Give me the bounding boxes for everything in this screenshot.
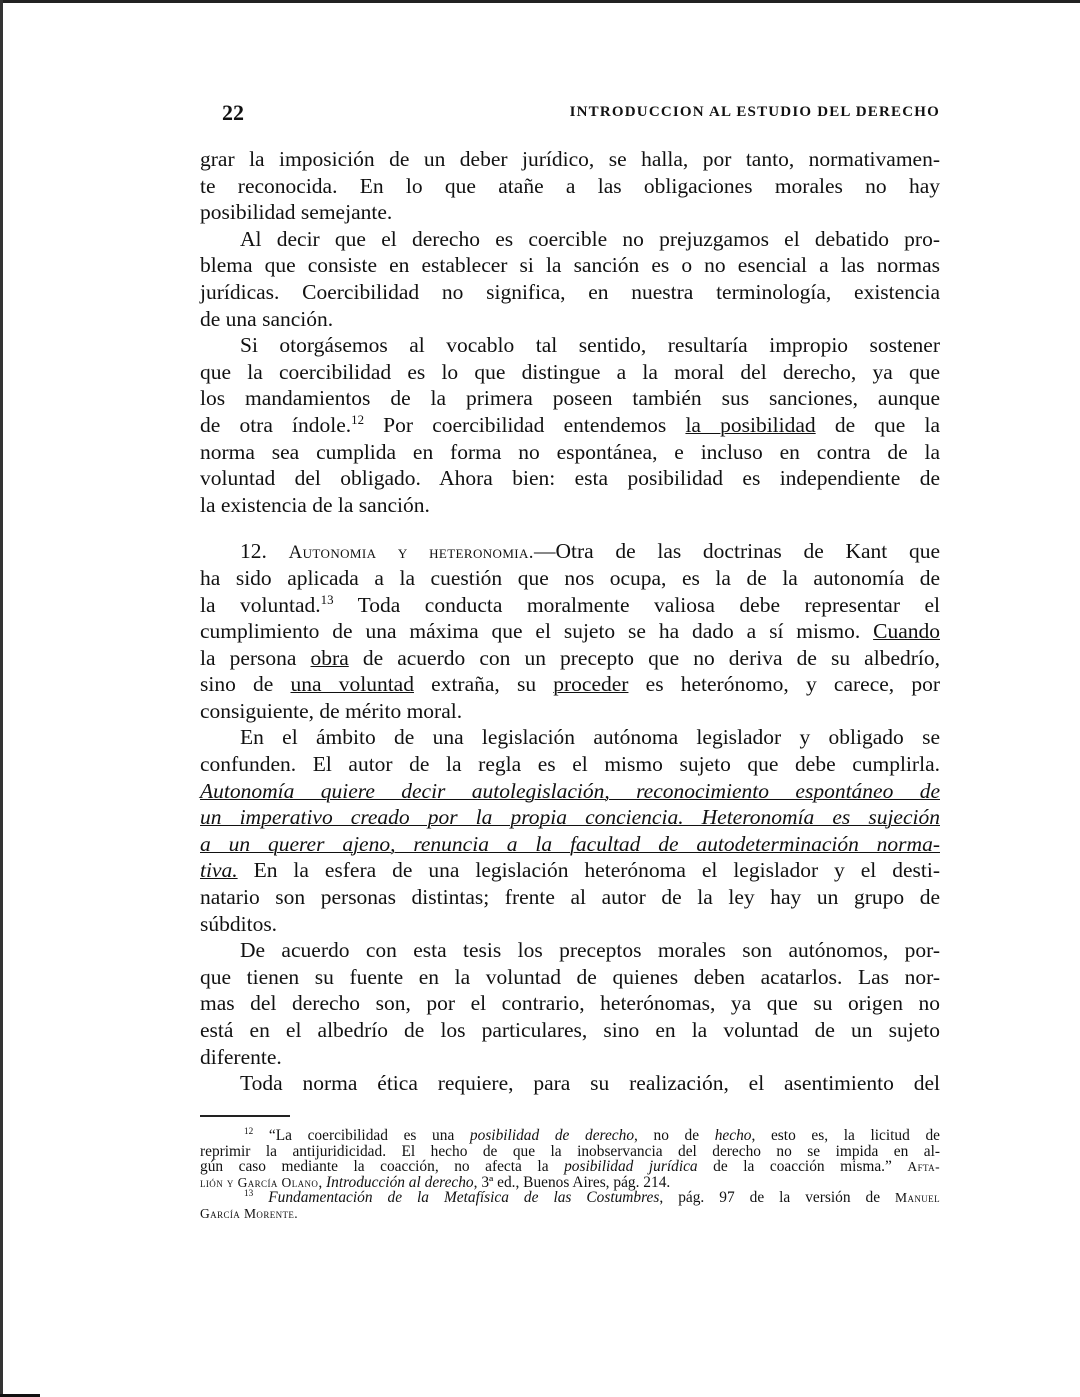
text-line bbox=[200, 990, 940, 1017]
text-run: la existencia de la sanción. bbox=[200, 492, 430, 517]
scan-edge-top bbox=[0, 0, 1080, 3]
text-line bbox=[200, 199, 940, 226]
text-run: súbditos. bbox=[200, 911, 278, 936]
text-line bbox=[200, 778, 940, 805]
text-run: que tienen su fuente en la voluntad de quienes deben acatarlos. Las nor- bbox=[200, 964, 940, 989]
text-run: norma sea cumplida en forma no espontánea, e incluso en contra de la bbox=[200, 439, 940, 464]
text-run: Toda norma ética requiere, para su realización, el asentimiento del bbox=[240, 1071, 940, 1096]
text-run: “La coercibilidad es una bbox=[253, 1127, 470, 1144]
paragraph bbox=[200, 937, 940, 1070]
text-run: la persona bbox=[200, 645, 311, 670]
text-run: es heterónomo, y carece, por bbox=[628, 672, 940, 697]
text-run: —Otra de las doctrinas de Kant que bbox=[533, 539, 940, 564]
text-line bbox=[200, 146, 940, 173]
footnote-ref: 13 bbox=[244, 1187, 254, 1198]
text-run: te reconocida. En lo que atañe a las obligaciones morales no hay bbox=[200, 173, 940, 198]
underlined-text: a un querer ajeno, renuncia a la facultad de autodeterminación norma- bbox=[200, 831, 940, 856]
text-run: de la coacción misma.” bbox=[697, 1158, 908, 1175]
text-run: lión y García Olano bbox=[200, 1174, 319, 1190]
footnote bbox=[200, 1125, 940, 1191]
footnote-ref: 12 bbox=[244, 1125, 254, 1136]
text-run: Autonomia y heteronomia. bbox=[288, 542, 534, 564]
text-run: , esto es, la licitud de bbox=[751, 1127, 940, 1144]
text-run: En el ámbito de una legislación autónoma legislador y obligado se bbox=[240, 725, 940, 750]
paragraph bbox=[200, 1070, 940, 1097]
text-run: voluntad del obligado. Ahora bien: esta posibilidad es independiente de bbox=[200, 466, 940, 491]
text-line bbox=[200, 492, 940, 519]
text-run: En la esfera de una legislación heterónoma el legislador y el desti- bbox=[237, 858, 940, 883]
text-run: mas del derecho son, por el contrario, heterónomas, ya que su origen no bbox=[200, 991, 940, 1016]
text-run: diferente. bbox=[200, 1044, 282, 1069]
text-run: jurídicas. Coercibilidad no significa, en nuestra terminología, existencia bbox=[200, 279, 940, 304]
text-line bbox=[200, 964, 940, 991]
text-run: Afta- bbox=[907, 1159, 940, 1174]
text-line bbox=[200, 439, 940, 466]
underlined-text: la posibilidad bbox=[685, 412, 816, 437]
footnote-ref: 13 bbox=[320, 592, 334, 607]
text-run: de que la bbox=[815, 412, 940, 437]
text-run: blema que consiste en establecer si la sanción es o no esencial a las normas bbox=[200, 253, 940, 278]
text-run: Manuel bbox=[895, 1190, 940, 1205]
text-run: de una sanción. bbox=[200, 306, 334, 331]
text-line bbox=[200, 645, 940, 672]
paragraph bbox=[200, 724, 940, 937]
page-number: 22 bbox=[222, 100, 244, 125]
text-line bbox=[200, 1175, 940, 1191]
text-run: , pág. 97 de la versión de bbox=[659, 1189, 896, 1206]
text-line bbox=[200, 671, 940, 698]
text-line bbox=[200, 751, 940, 778]
text-line bbox=[200, 831, 940, 858]
text-line bbox=[200, 226, 940, 253]
text-run: Toda conducta moralmente valiosa debe representar el bbox=[333, 592, 940, 617]
underlined-text: Cuando bbox=[873, 619, 940, 644]
text-run: de acuerdo con un precepto que no deriva de su albedrío, bbox=[348, 645, 940, 670]
underlined-text: una voluntad bbox=[290, 672, 414, 697]
text-run: cumplimiento de una máxima que el sujeto se ha dado a sí mismo. bbox=[200, 619, 874, 644]
text-line bbox=[200, 306, 940, 333]
text-run: Por coercibilidad entendemos bbox=[364, 412, 686, 437]
text-line bbox=[200, 618, 940, 645]
text-run: gún caso mediante la coacción, no afecta la bbox=[200, 1158, 565, 1175]
text-run: Al decir que el derecho es coercible no prejuzgamos el debatido pro- bbox=[240, 226, 940, 251]
footnotes bbox=[200, 1125, 940, 1221]
underlined-text: un imperativo creado por la propia conciencia. Heteronomía es sujeción bbox=[200, 805, 940, 830]
text-line bbox=[200, 1044, 940, 1071]
paragraph bbox=[200, 538, 940, 724]
running-title: INTRODUCCION AL ESTUDIO DEL DERECHO bbox=[569, 104, 940, 120]
text-run bbox=[253, 1189, 268, 1206]
paragraph bbox=[200, 226, 940, 332]
text-line bbox=[200, 1144, 940, 1160]
text-line bbox=[200, 359, 940, 386]
text-run: natario son personas distintas; frente al autor de la ley hay un grupo de bbox=[200, 885, 940, 910]
text-line bbox=[200, 1159, 940, 1175]
text-run: , bbox=[318, 1173, 327, 1191]
footnote bbox=[200, 1187, 940, 1221]
text-line bbox=[200, 565, 940, 592]
text-line bbox=[200, 279, 940, 306]
text-run: , 3ª ed., Buenos Aires, pág. 214. bbox=[473, 1173, 671, 1191]
text-line bbox=[200, 1187, 940, 1206]
text-line bbox=[200, 332, 940, 359]
text-run: posibilidad jurídica bbox=[564, 1158, 698, 1175]
text-line bbox=[200, 857, 940, 884]
text-line bbox=[200, 911, 940, 938]
footnote-ref: 12 bbox=[351, 412, 365, 427]
text-run: confunden. El autor de la regla es el mismo sujeto que debe cumplirla. bbox=[200, 752, 940, 777]
text-line bbox=[200, 1017, 940, 1044]
text-run: que la coercibilidad es lo que distingue a la moral del derecho, ya que bbox=[200, 359, 940, 384]
body-text bbox=[200, 146, 940, 1097]
text-line bbox=[200, 1206, 940, 1222]
text-line bbox=[200, 1125, 940, 1144]
text-run: posibilidad semejante. bbox=[200, 200, 393, 225]
paragraph bbox=[200, 332, 940, 518]
text-run: García Morente. bbox=[200, 1205, 299, 1221]
text-line bbox=[200, 804, 940, 831]
text-line bbox=[200, 937, 940, 964]
text-run: consiguiente, de mérito moral. bbox=[200, 698, 463, 723]
text-run: los mandamientos de la primera poseen también sus sanciones, aunque bbox=[200, 386, 940, 411]
text-run: , no de bbox=[634, 1127, 715, 1144]
text-line bbox=[200, 592, 940, 619]
text-run: hecho bbox=[714, 1127, 752, 1144]
text-line bbox=[200, 698, 940, 725]
text-line bbox=[200, 538, 940, 565]
text-line bbox=[200, 412, 940, 439]
underlined-text: obra bbox=[310, 645, 349, 670]
text-run: De acuerdo con esta tesis los preceptos morales son autónomos, por- bbox=[240, 938, 940, 963]
text-run: de otra índole. bbox=[200, 412, 352, 437]
text-run: reprimir la antijuridicidad. El hecho de que la inobservancia del derecho no se impida en al- bbox=[200, 1142, 940, 1160]
text-run: Si otorgásemos al vocablo tal sentido, resultaría impropio sostener bbox=[240, 333, 940, 358]
text-line bbox=[200, 724, 940, 751]
text-line bbox=[200, 173, 940, 200]
text-run: Introducción al derecho bbox=[326, 1173, 474, 1191]
scan-corner-mark bbox=[0, 1374, 40, 1397]
text-line bbox=[200, 465, 940, 492]
text-line bbox=[200, 385, 940, 412]
underlined-text: Autonomía quiere decir autolegislación, reconocimiento espontáneo de bbox=[200, 778, 940, 803]
text-run: extraña, su bbox=[413, 672, 554, 697]
text-run: está en el albedrío de los particulares, sino en la voluntad de un sujeto bbox=[200, 1018, 940, 1042]
running-header bbox=[200, 100, 940, 126]
underlined-text: tiva. bbox=[200, 858, 238, 883]
text-line bbox=[200, 884, 940, 911]
text-run: posibilidad de derecho bbox=[469, 1127, 635, 1144]
text-line bbox=[200, 252, 940, 279]
underlined-text: proceder bbox=[553, 672, 629, 697]
text-run: la voluntad. bbox=[200, 592, 321, 617]
text-run: sino de bbox=[200, 672, 291, 697]
paragraph bbox=[200, 146, 940, 226]
text-run: Fundamentación de la Metafísica de las Costumbres bbox=[268, 1189, 660, 1206]
text-run: grar la imposición de un deber jurídico, se halla, por tanto, normativamen- bbox=[200, 147, 940, 171]
text-run: 12. bbox=[240, 539, 289, 564]
text-run: ha sido aplicada a la cuestión que nos ocupa, es la de la autonomía de bbox=[200, 565, 940, 590]
footnote-rule bbox=[200, 1115, 290, 1117]
text-line bbox=[200, 1070, 940, 1097]
scan-edge-left bbox=[0, 0, 3, 1397]
